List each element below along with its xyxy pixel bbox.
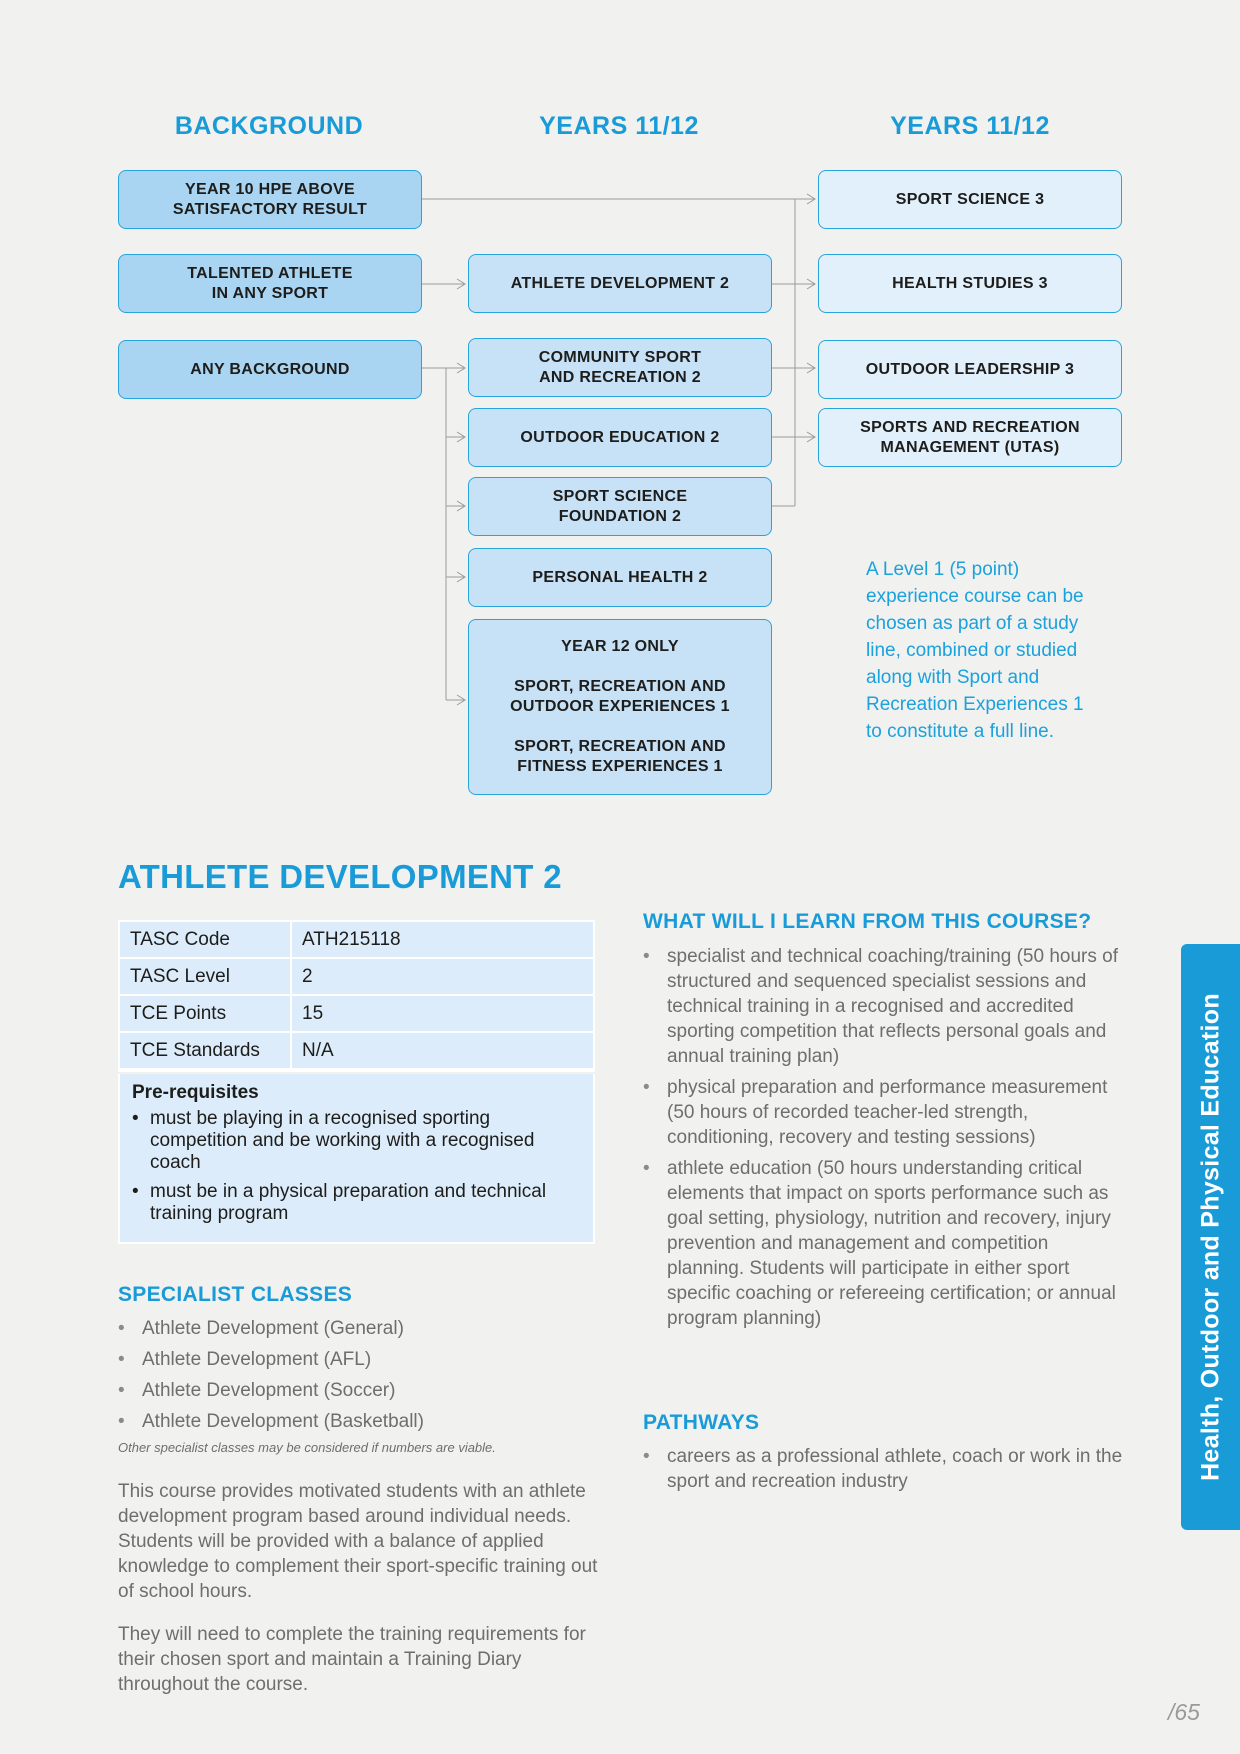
- box-year10-hpe: [118, 170, 422, 229]
- info-label: TASC Code: [120, 922, 292, 959]
- box-talented-athlete: [118, 254, 422, 313]
- box-any-background: [118, 340, 422, 399]
- box-line: FOUNDATION 2: [558, 507, 682, 525]
- box-outdoor-leadership-3: [818, 340, 1122, 399]
- box-line: YEAR 12 ONLY: [561, 638, 679, 655]
- heading-years-11-12-level3: YEARS 11/12: [890, 112, 1050, 140]
- box-line: IN ANY SPORT: [211, 284, 329, 302]
- specialist-note: Other specialist classes may be considered if numbers are viable.: [118, 1440, 496, 1455]
- box-line: AND RECREATION 2: [539, 368, 701, 386]
- box-line: SPORT SCIENCE 3: [895, 190, 1045, 208]
- box-line: FITNESS EXPERIENCES 1: [517, 758, 723, 775]
- box-line: MANAGEMENT (UTAS): [880, 438, 1060, 456]
- box-line: YEAR 10 HPE ABOVE: [185, 180, 355, 198]
- list-item: • athlete education (50 hours understanding critical elements that impact on sports performance such as goal setting, physiology, nutrition and recovery, injury prevention and management and competition planning. Students will participate in either sport specific coaching or refereeing certification; or annual program planning): [643, 1156, 1125, 1331]
- box-sports-recreation-management: [818, 408, 1122, 467]
- table-row: [120, 1033, 593, 1070]
- section-side-tab: [1181, 944, 1240, 1530]
- box-line: SPORT SCIENCE: [552, 487, 688, 505]
- box-line: ANY BACKGROUND: [190, 360, 350, 378]
- box-line: TALENTED ATHLETE: [187, 264, 353, 282]
- course-title: ATHLETE DEVELOPMENT 2: [118, 858, 562, 895]
- course-description-2: They will need to complete the training requirements for their chosen sport and maintain a Training Diary throughout the course.: [118, 1624, 586, 1695]
- info-value: 2: [292, 959, 593, 996]
- table-row: [120, 959, 593, 996]
- learn-list: [643, 944, 1125, 1337]
- box-health-studies-3: [818, 254, 1122, 313]
- box-community-sport-2: [468, 338, 772, 397]
- info-label: TCE Points: [120, 996, 292, 1033]
- info-label: TASC Level: [120, 959, 292, 996]
- box-line: HEALTH STUDIES 3: [892, 274, 1048, 292]
- pathways-heading: PATHWAYS: [643, 1411, 760, 1434]
- box-athlete-development-2: [468, 254, 772, 313]
- box-line: OUTDOOR EDUCATION 2: [520, 428, 720, 446]
- course-description-1: This course provides motivated students with an athlete development program based around individual needs. Students will be provided with a balance of applied knowledge to complement their sport-specific training out of school hours.: [118, 1481, 598, 1602]
- info-value: 15: [292, 996, 593, 1033]
- list-item: • physical preparation and performance measurement (50 hours of recorded teacher-led strength, conditioning, recovery and testing sessions): [643, 1075, 1125, 1150]
- box-line: COMMUNITY SPORT: [538, 348, 702, 366]
- list-item: • Athlete Development (General): [118, 1313, 588, 1344]
- box-line: PERSONAL HEALTH 2: [532, 568, 708, 586]
- prerequisites-list: [132, 1108, 581, 1225]
- box-line: SPORTS AND RECREATION: [860, 418, 1080, 436]
- prerequisites-heading: Pre-requisites: [132, 1082, 259, 1103]
- list-item: • Athlete Development (Soccer): [118, 1375, 588, 1406]
- box-line: OUTDOOR LEADERSHIP 3: [865, 360, 1075, 378]
- info-value: N/A: [292, 1033, 593, 1070]
- pathways-list: [643, 1444, 1125, 1500]
- box-line: ATHLETE DEVELOPMENT 2: [510, 274, 730, 292]
- list-item: • must be playing in a recognised sporting competition and be working with a recognised coach: [132, 1108, 581, 1174]
- table-row: [120, 996, 593, 1033]
- list-item: • must be in a physical preparation and technical training program: [132, 1181, 581, 1225]
- list-item: • specialist and technical coaching/training (50 hours of structured and sequenced specialist sessions and technical training in a recognised and accredited sporting competition that reflects personal goals and annual training plan): [643, 944, 1125, 1069]
- box-line: SPORT, RECREATION AND: [514, 738, 726, 755]
- box-year-12-only: [468, 619, 772, 795]
- specialist-classes-list: [118, 1313, 588, 1437]
- box-line: OUTDOOR EXPERIENCES 1: [510, 698, 730, 715]
- specialist-classes-heading: SPECIALIST CLASSES: [118, 1283, 353, 1306]
- learn-heading: WHAT WILL I LEARN FROM THIS COURSE?: [643, 910, 1092, 933]
- info-value: ATH215118: [292, 922, 593, 959]
- heading-background: BACKGROUND: [174, 112, 364, 140]
- level1-note: A Level 1 (5 point) experience course can be chosen as part of a study line, combined or studied along with Sport and Recreation Experiences 1 to constitute a full line.: [866, 559, 1084, 742]
- prerequisites-box: [118, 1074, 595, 1244]
- list-item: • careers as a professional athlete, coach or work in the sport and recreation industry: [643, 1444, 1125, 1494]
- list-item: • Athlete Development (AFL): [118, 1344, 588, 1375]
- box-line: SATISFACTORY RESULT: [172, 200, 368, 218]
- box-sport-science-foundation-2: [468, 477, 772, 536]
- heading-years-11-12: YEARS 11/12: [539, 112, 699, 140]
- box-line: SPORT, RECREATION AND: [514, 678, 726, 695]
- page-number: /65: [1168, 1699, 1200, 1725]
- box-sport-science-3: [818, 170, 1122, 229]
- list-item: • Athlete Development (Basketball): [118, 1406, 588, 1437]
- box-personal-health-2: [468, 548, 772, 607]
- course-info-table: [118, 920, 595, 1072]
- section-side-tab-label: Health, Outdoor and Physical Education: [1196, 993, 1224, 1481]
- box-outdoor-education-2: [468, 408, 772, 467]
- info-label: TCE Standards: [120, 1033, 292, 1070]
- table-row: [120, 922, 593, 959]
